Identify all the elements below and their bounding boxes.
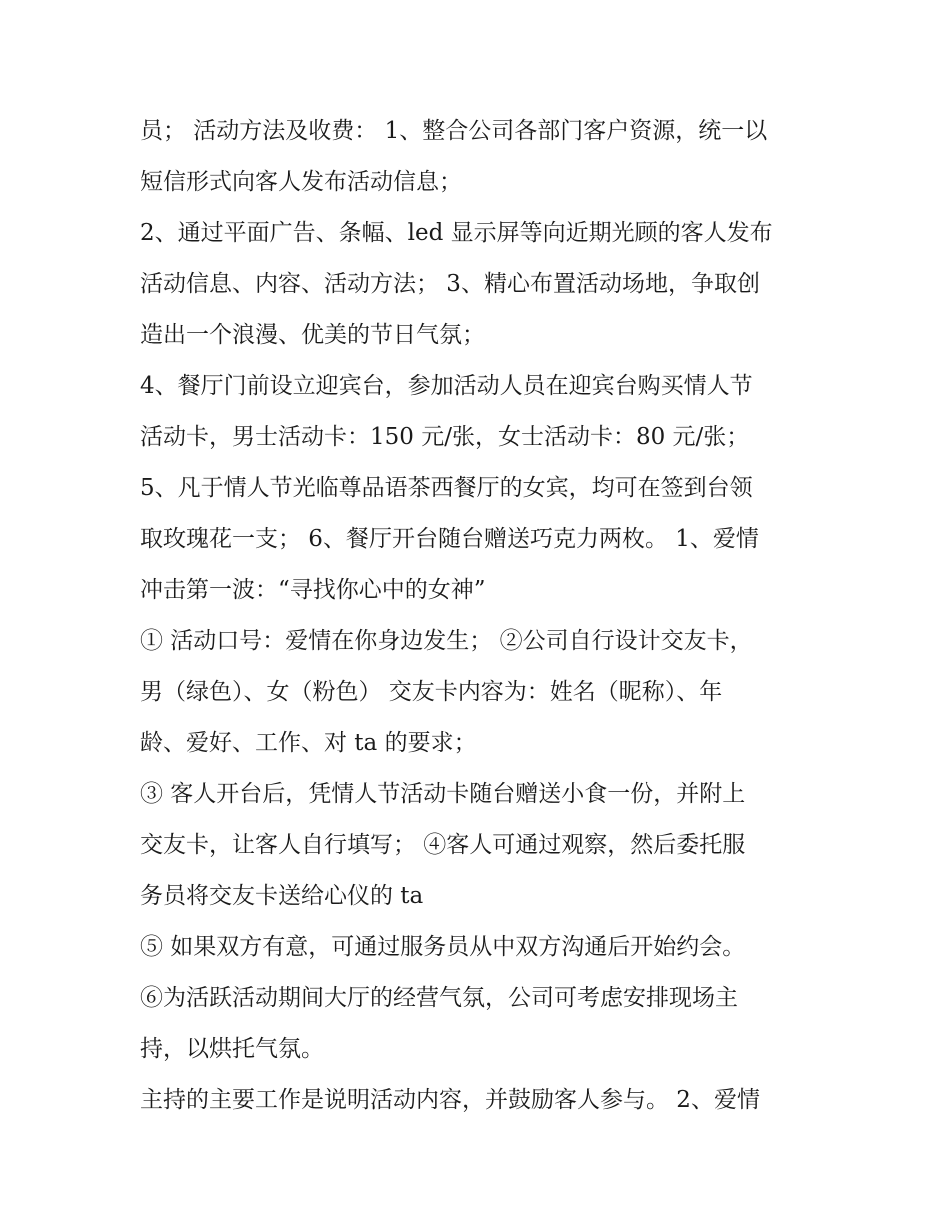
text-line: 龄、爱好、工作、对 ta 的要求； bbox=[140, 730, 477, 756]
text-line: ① 活动口号：爱情在你身边发生； ②公司自行设计交友卡， bbox=[140, 628, 753, 654]
text-line: 男（绿色）、女（粉色） 交友卡内容为：姓名（昵称）、年 bbox=[140, 679, 723, 705]
text-line: 造出一个浪漫、优美的节日气氛； bbox=[140, 322, 485, 348]
text-line: 4、餐厅门前设立迎宾台，参加活动人员在迎宾台购买情人节 bbox=[140, 373, 753, 399]
text-line: 2、通过平面广告、条幅、led 显示屏等向近期光顾的客人发布 bbox=[140, 220, 773, 246]
text-line: 活动信息、内容、活动方法； 3、精心布置活动场地，争取创 bbox=[140, 271, 760, 297]
text-line: 员； 活动方法及收费： 1、整合公司各部门客户资源，统一以 bbox=[140, 118, 768, 144]
text-line: ⑤ 如果双方有意，可通过服务员从中双方沟通后开始约会。 bbox=[140, 934, 746, 960]
text-line: 务员将交友卡送给心仪的 ta bbox=[140, 883, 424, 909]
text-line: ③ 客人开台后，凭情人节活动卡随台赠送小食一份，并附上 bbox=[140, 781, 746, 807]
text-line: 取玫瑰花一支； 6、餐厅开台随台赠送巧克力两枚。 1、爱情 bbox=[140, 526, 759, 552]
text-line: 活动卡，男士活动卡：150 元/张，女士活动卡：80 元/张； bbox=[140, 424, 750, 450]
text-line: 短信形式向客人发布活动信息； bbox=[140, 169, 462, 195]
text-line: 持，以烘托气氛。 bbox=[140, 1036, 324, 1062]
body-text bbox=[140, 106, 820, 1126]
text-line: 5、凡于情人节光临尊品语茶西餐厅的女宾，均可在签到台领 bbox=[140, 475, 753, 501]
text-line: 交友卡，让客人自行填写； ④客人可通过观察，然后委托服 bbox=[140, 832, 746, 858]
text-line: ⑥为活跃活动期间大厅的经营气氛，公司可考虑安排现场主 bbox=[140, 985, 738, 1011]
text-line: 冲击第一波：“寻找你心中的女神” bbox=[140, 577, 486, 603]
text-line: 主持的主要工作是说明活动内容，并鼓励客人参与。 2、爱情 bbox=[140, 1087, 760, 1113]
